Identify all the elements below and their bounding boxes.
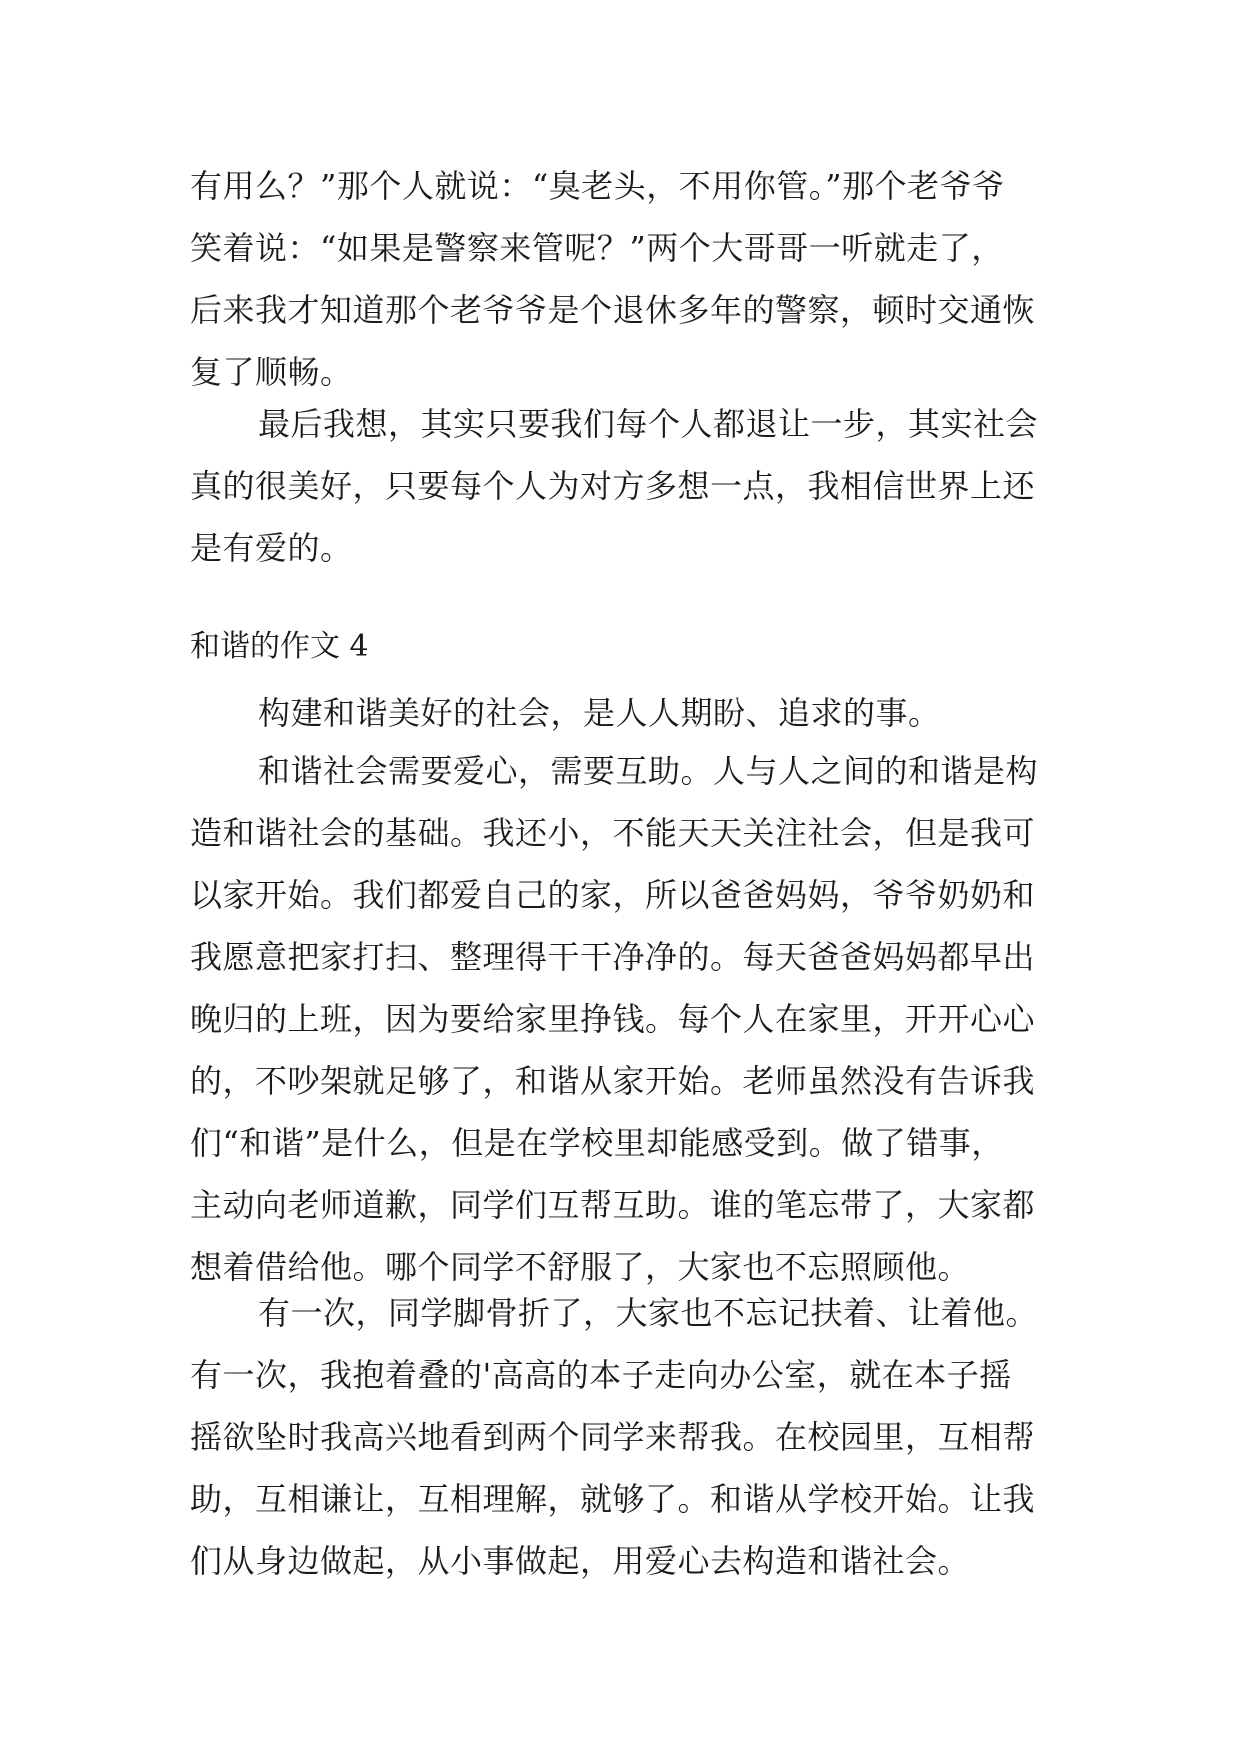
text-line: 真的很美好，只要每个人为对方多想一点，我相信世界上还 (190, 467, 1036, 505)
text-line: 助，互相谦让，互相理解，就够了。和谐从学校开始。让我 (190, 1480, 1036, 1518)
continued-paragraph-2 (190, 393, 1060, 579)
text-line: 们“和谐”是什么，但是在学校里却能感受到。做了错事， (190, 1124, 1004, 1162)
text-line: 是有爱的。 (190, 529, 353, 567)
text-line: 的，不吵架就足够了，和谐从家开始。老师虽然没有告诉我 (190, 1062, 1036, 1100)
essay-paragraph-1 (190, 682, 1060, 744)
text-line: 主动向老师道歉，同学们互帮互助。谁的笔忘带了，大家都 (190, 1186, 1036, 1224)
text-line: 造和谐社会的基础。我还小，不能天天关注社会，但是我可 (190, 814, 1036, 852)
text-line: 们从身边做起，从小事做起，用爱心去构造和谐社会。 (190, 1542, 971, 1580)
text-line: 后来我才知道那个老爷爷是个退休多年的警察，顿时交通恢 (190, 291, 1036, 329)
text-line: 最后我想，其实只要我们每个人都退让一步，其实社会 (258, 405, 1039, 443)
text-line: 和谐社会需要爱心，需要互助。人与人之间的和谐是构 (258, 752, 1039, 790)
text-line: 有一次，同学脚骨折了，大家也不忘记扶着、让着他。 (258, 1294, 1039, 1332)
text-line: 有用么？”那个人就说：“臭老头，不用你管。”那个老爷爷 (190, 167, 1005, 205)
text-line: 以家开始。我们都爱自己的家，所以爸爸妈妈，爷爷奶奶和 (190, 876, 1036, 914)
text-line: 摇欲坠时我高兴地看到两个同学来帮我。在校园里，互相帮 (190, 1418, 1036, 1456)
text-line: 笑着说：“如果是警察来管呢？”两个大哥哥一听就走了， (190, 229, 1004, 267)
text-line: 晚归的上班，因为要给家里挣钱。每个人在家里，开开心心 (190, 1000, 1036, 1038)
essay-title: 和谐的作文 4 (190, 629, 369, 664)
text-line: 构建和谐美好的社会，是人人期盼、追求的事。 (258, 694, 941, 732)
text-line: 想着借给他。哪个同学不舒服了，大家也不忘照顾他。 (190, 1248, 971, 1286)
essay-paragraph-3 (190, 1282, 1060, 1592)
essay-paragraph-2 (190, 740, 1060, 1298)
text-line: 我愿意把家打扫、整理得干干净净的。每天爸爸妈妈都早出 (190, 938, 1036, 976)
continued-paragraph-1 (190, 155, 1060, 403)
text-line: 有一次，我抱着叠的'高高的本子走向办公室，就在本子摇 (190, 1356, 1012, 1394)
text-line: 复了顺畅。 (190, 353, 353, 391)
